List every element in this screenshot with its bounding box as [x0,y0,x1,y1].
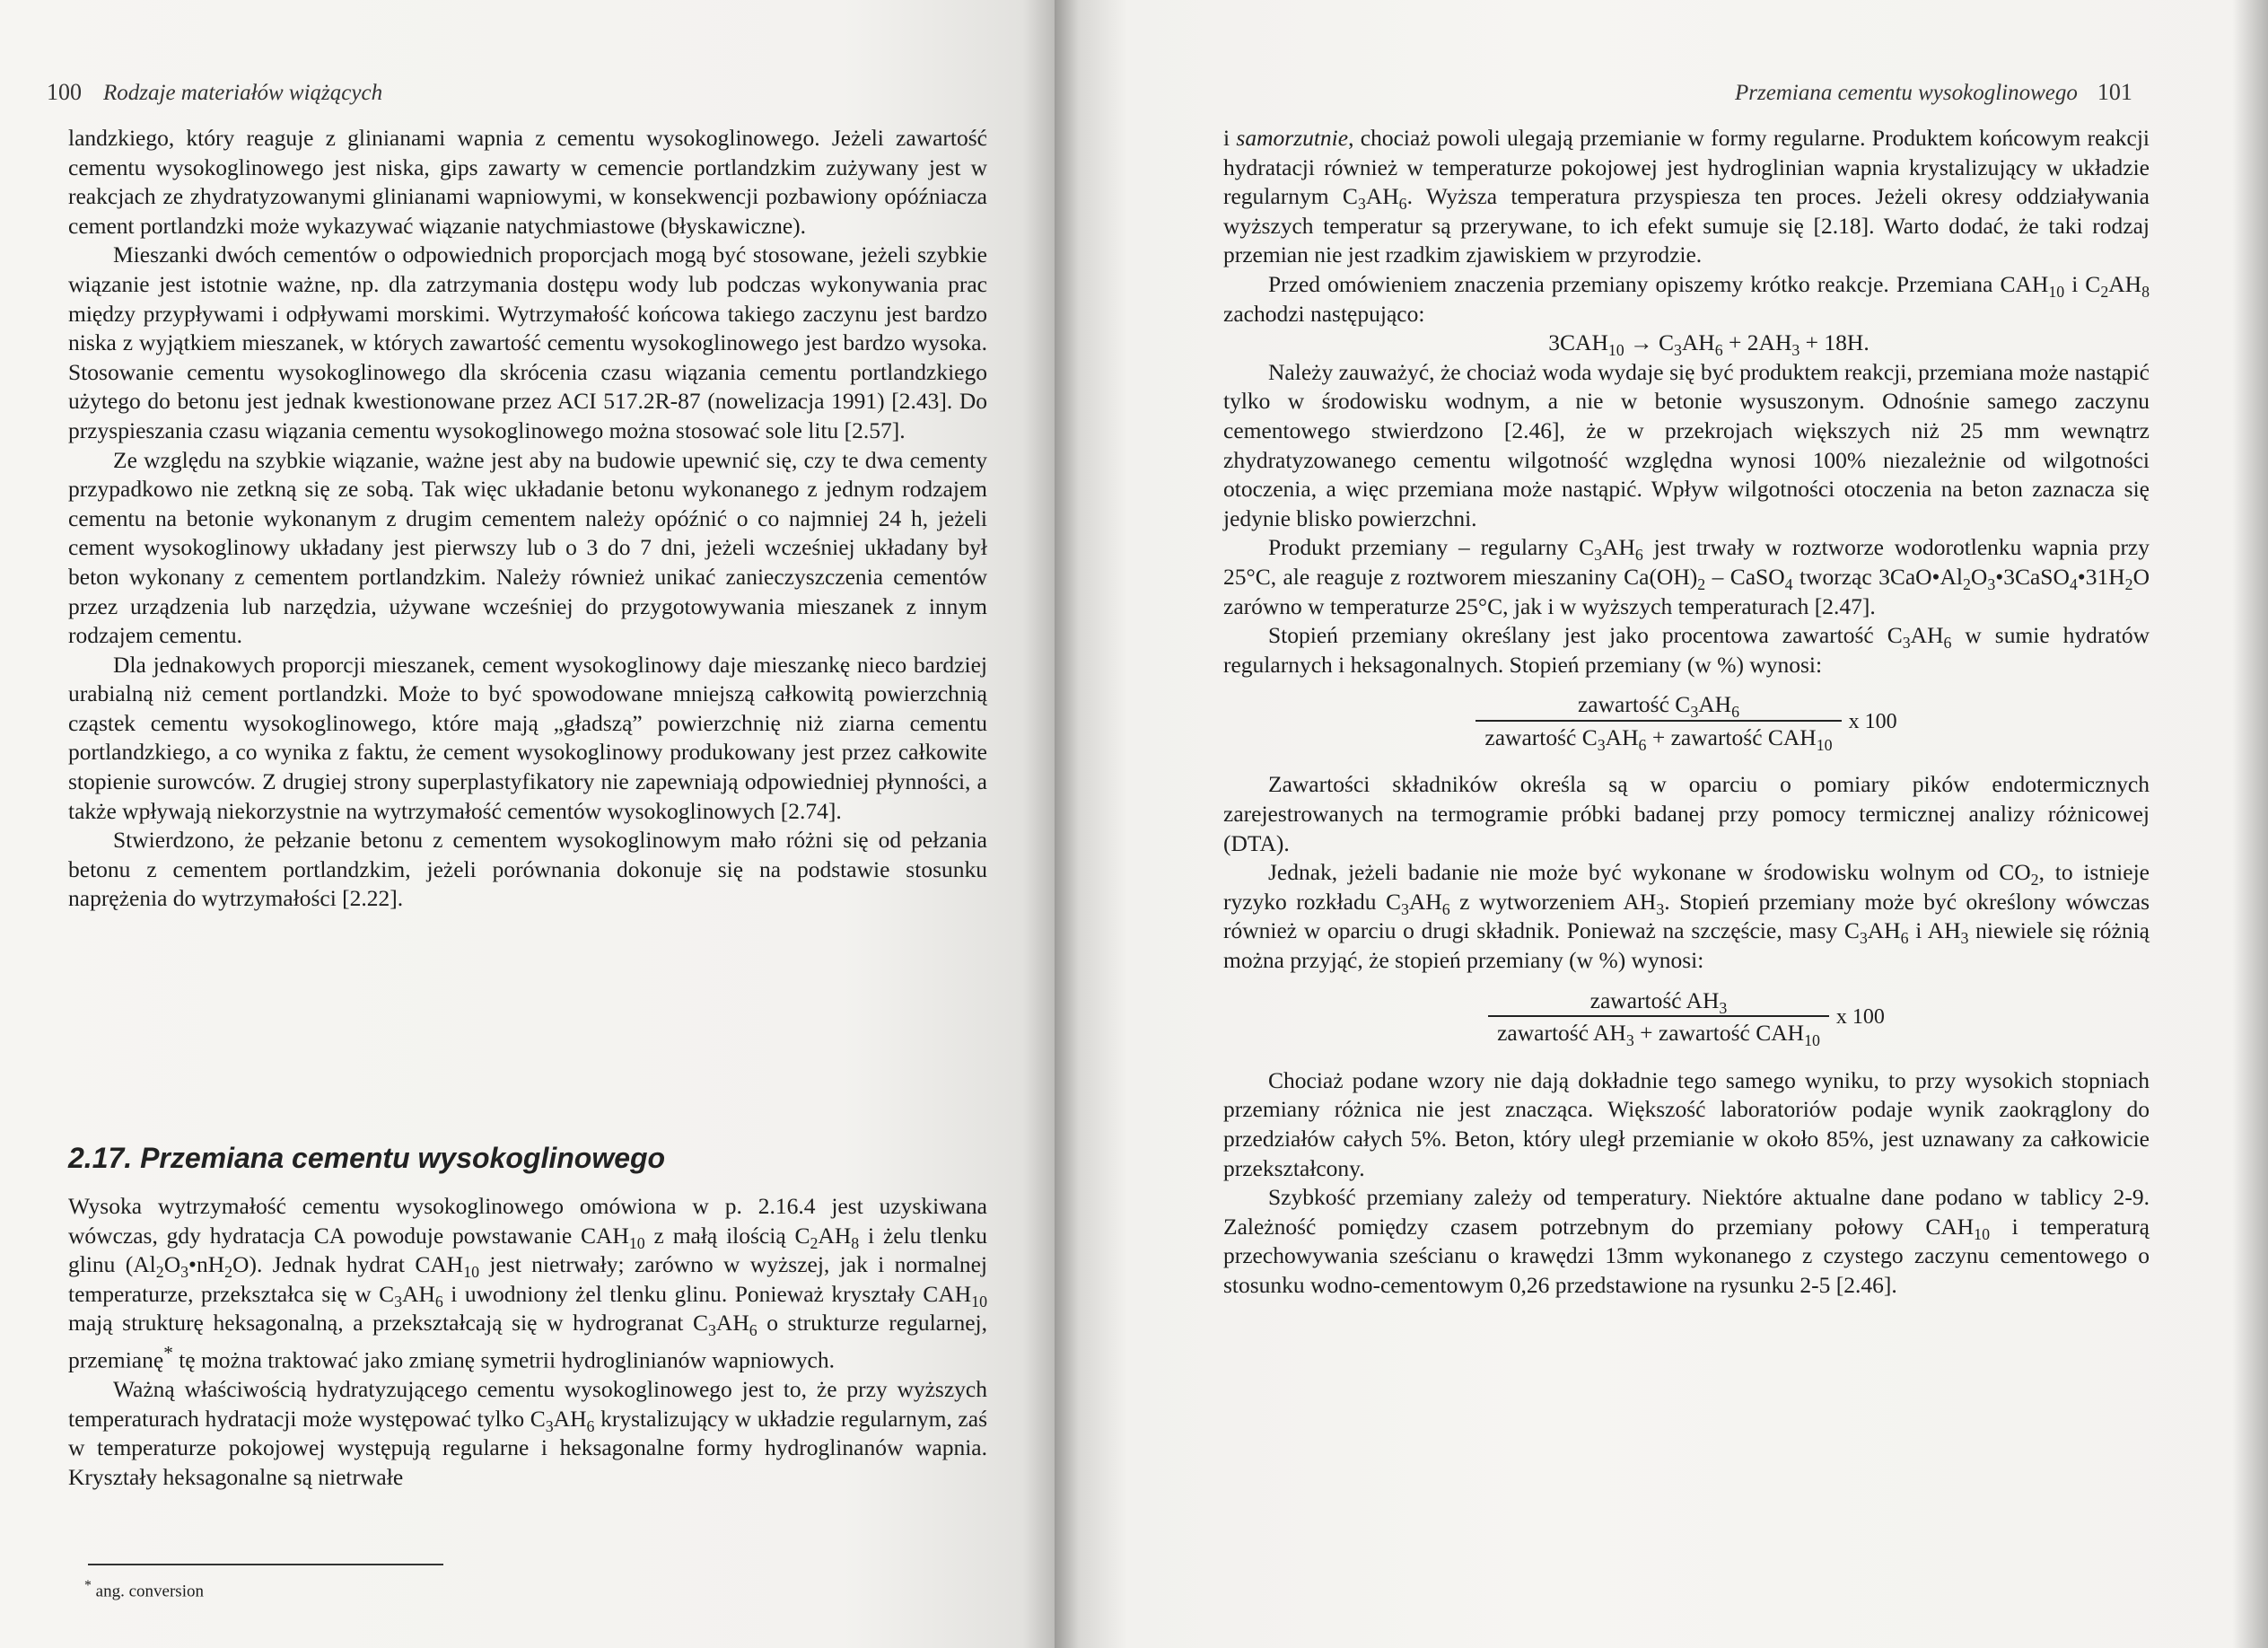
right-page-number: 101 [2097,79,2132,105]
footnote: * ang. conversion [84,1578,204,1601]
fraction-numerator: zawartość $AH_3$ [1589,986,1728,1017]
left-page [0,0,1055,1648]
right-running-head [1735,79,2132,106]
fraction [1488,986,1829,1048]
fraction [1476,690,1841,752]
left-page-number: 100 [47,79,82,105]
paragraph: Jednak, jeżeli badanie nie może być wykonane w środowisku wolnym od $CO_2$, to istnieje ryzyko rozkładu $C_3AH_6$ z wytworzeniem $AH_3$. Stopień przemiany może być określony wówczas również w oparciu o drugi składnik. Ponieważ na szczęście, masy $C_3AH_6$ i $AH_3$ niewiele się różnią można przyjąć, że stopień przemiany (w %) wynosi: [1223,859,2150,974]
right-text [1223,124,2150,1301]
conversion-formula-2 [1223,986,2150,1048]
right-page [1055,0,2268,1648]
multiplier: x 100 [1848,709,1897,733]
paragraph: Przed omówieniem znaczenia przemiany opiszemy krótko reakcje. Przemiana $CAH_{10}$ i $C_2AH_8$ zachodzi następująco: [1223,270,2150,327]
footnote-marker: * [163,1341,173,1363]
footnote-rule [88,1564,443,1565]
section-heading: 2.17. Przemiana cementu wysokoglinowego [68,1142,666,1174]
paragraph: Ze względu na szybkie wiązanie, ważne jest aby na budowie upewnić się, czy te dwa cementy przypadkowo nie zetkną się ze sobą. Tak więc układanie betonu wykonanego z jednym rodzajem cementu na betonie wykonanym z drugim cementem należy opóźnić o co najmniej 24 h, jeżeli cement wysokoglinowy układany jest pierwszy lub o 3 do 7 dni, jeżeli wcześniej układany był beton wykonany z cementem portlandzkim. Należy również unikać zanieczyszczenia cementów przez urządzenia lub narzędzia, używane wcześniej do przygotowywania mieszanek z innym rodzajem cementu. [68,446,987,649]
multiplier: x 100 [1835,1004,1885,1029]
right-running-title: Przemiana cementu wysokoglinowego [1735,81,2078,105]
fraction-denominator: zawartość $C_3AH_6$ + zawartość $CAH_{10}$ [1476,720,1841,753]
conversion-formula-1 [1223,690,2150,752]
paragraph: Ważną właściwością hydratyzującego cementu wysokoglinowego jest to, że przy wyższych temperaturach hydratacji może występować tylko $C_3AH_6$ krystalizujący w układzie regularnym, zaś w temperaturze pokojowej występują regularne i heksagonalne formy hydroglinanów wapnia. Kryształy heksagonalne są nietrwałe [68,1376,987,1490]
paragraph: Szybkość przemiany zależy od temperatury. Niektóre aktualne dane podano w tablicy 2-9. Zależność pomiędzy czasem potrzebnym do przemiany połowy $CAH_{10}$ i temperaturą przechowywania sześcianu o krawędzi 13mm wykonanego z czystego zaczynu cementowego o stosunku wodno-cementowym 0,26 przedstawione na rysunku 2-5 [2.46]. [1223,1184,2150,1298]
left-running-head [47,79,382,106]
left-text-upper [68,124,987,914]
paragraph: Stopień przemiany określany jest jako procentowa zawartość $C_3AH_6$ w sumie hydratów regularnych i heksagonalnych. Stopień przemiany (w %) wynosi: [1223,622,2150,678]
paragraph: Chociaż podane wzory nie dają dokładnie tego samego wyniku, to przy wysokich stopniach przemiany różnica nie jest znacząca. Większość laboratoriów podaje wynik zaokrąglony do przedziałów całych 5%. Beton, który uległ przemianie w około 85%, jest uznawany za całkowicie przekształcony. [1223,1066,2150,1181]
reaction-equation: $3CAH_{10} \to C_3AH_6 + 2AH_3 + 18H$. [1548,329,1870,360]
fraction-denominator: zawartość $AH_3$ + zawartość $CAH_{10}$ [1488,1015,1829,1048]
left-running-title: Rodzaje materiałów wiążących [103,81,383,105]
paragraph: Produkt przemiany – regularny $C_3AH_6$ jest trwały w roztworze wodorotlenku wapnia przy 25°C, ale reaguje z roztworem mieszaniny $Ca(OH)_2$ – CaSO$_4$ tworząc $3CaO•Al_2O_3•3CaSO_4•31H_2O$ zarówno w temperaturze 25°C, jak i w wyższych temperaturach [2.47]. [1223,534,2150,619]
paragraph: i samorzutnie, chociaż powoli ulegają przemianie w formy regularne. Produktem końcowym reakcji hydratacji również w temperaturze pokojowej jest hydroglinian wapnia krystalizujący w układzie regularnym $C_3AH_6$. Wyższa temperatura przyspiesza ten proces. Jeżeli okresy oddziaływania wyższych temperatur są przerywane, to ich efekt sumuje się [2.18]. Warto dodać, że taki rodzaj przemian nie jest rzadkim zjawiskiem w przyrodzie. [1223,125,2150,268]
paragraph: Dla jednakowych proporcji mieszanek, cement wysokoglinowy daje mieszankę nieco bardziej urabialną niż cement portlandzki. Może to być spowodowane mniejszą całkowitą powierzchnią cząstek cementu wysokoglinowego, które mają „gładszą” powierzchnię niż ziarna cementu portlandzkiego, a co wynika z faktu, że cement wysokoglinowy produkowany jest przez całkowite stopienie surowców. Z drugiej strony superplastyfikatory nie zapewniają odpowiedniej płynności, a także wpływają niekorzystnie na wytrzymałość cementów wysokoglinowych [2.74]. [68,651,987,824]
paragraph: Mieszanki dwóch cementów o odpowiednich proporcjach mogą być stosowane, jeżeli szybkie wiązanie jest istotnie ważne, np. dla zatrzymania dostępu wody lub podczas wykonywania prac między przypływami i odpływami morskimi. Wytrzymałość końcowa takiego zaczynu jest bardzo niska z wyjątkiem mieszanek, w których zawartość cementu wysokoglinowego jest bardzo wysoka. Stosowanie cementu wysokoglinowego dla skrócenia czasu wiązania cementu portlandzkiego użytego do betonu jest jednak kwestionowane przez ACI 517.2R-87 (nowelizacja 1991) [2.43]. Do przyspieszania czasu wiązania cementu wysokoglinowego można stosować sole litu [2.57]. [68,241,987,443]
left-text-lower [68,1192,987,1492]
paragraph: Stwierdzono, że pełzanie betonu z cementem wysokoglinowym mało różni się od pełzania betonu z cementem portlandzkim, jeżeli porównania dokonuje się na podstawie stosunku naprężenia do wytrzymałości [2.22]. [68,827,987,912]
fraction-numerator: zawartość $C_3AH_6$ [1577,691,1739,722]
paragraph: landzkiego, który reaguje z glinianami wapnia z cementu wysokoglinowego. Jeżeli zawartość cementu wysokoglinowego jest niska, gips zawarty w cemencie portlandzkim zużywany jest w reakcjach ze zhydratyzowanymi glinianami wapniowymi, w konsekwencji pozbawiony opóźniacza cement portlandzki może wykazywać wiązanie natychmiastowe (błyskawiczne). [68,125,987,239]
paragraph: Zawartości składników określa są w oparciu o pomiary pików endotermicznych zarejestrowanych na termogramie próbki badanej przy pomocy termicznej analizy różnicowej (DTA). [1223,771,2150,856]
paragraph: Wysoka wytrzymałość cementu wysokoglinowego omówiona w p. 2.16.4 jest uzyskiwana wówczas, gdy hydratacja CA powoduje powstawanie $CAH_{10}$ z małą ilością $C_2AH_8$ i żelu tlenku glinu $(Al_2O_3•nH_2O)$. Jednak hydrat $CAH_{10}$ jest nietrwały; zarówno w wyższej, jak i normalnej temperaturze, przekształca się w $C_3AH_6$ i uwodniony żel tlenku glinu. Ponieważ kryształy $CAH_{10}$ mają strukturę heksagonalną, a przekształcają się w hydrogranat $C_3AH_6$ o strukturze regularnej, przemianę* tę można traktować jako zmianę symetrii hydroglinianów wapniowych. [68,1193,988,1373]
paragraph: Należy zauważyć, że chociaż woda wydaje się być produktem reakcji, przemiana może nastąpić tylko w środowisku wodnym, a nie w betonie wysuszonym. Odnośnie samego zaczynu cementowego stwierdzono [2.46], że w przekrojach większych niż 25 mm wewnątrz zhydratyzowanego cementu wilgotność względna wynosi 100% niezależnie od wilgotności otoczenia, a więc przemiana może nastąpić. Wpływ wilgotności otoczenia na beton zaznacza się jedynie blisko powierzchni. [1223,358,2150,531]
